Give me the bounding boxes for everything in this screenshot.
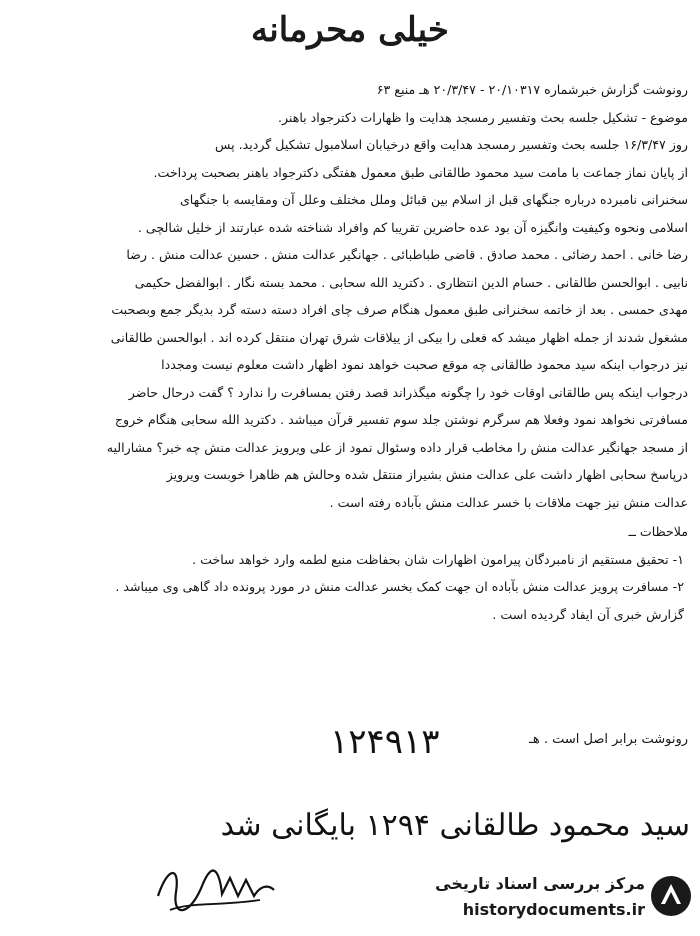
report-text-line: از پایان نماز جماعت با مامت سید محمود طالقانی طبق معمول هفتگی دکترجواد باهنر بصحبت پرداخت. — [153, 164, 688, 180]
note-item: ۱- تحقیق مستقیم از نامبردگان پیرامون اظهارات شان بحفاظت منبع لطمه وارد خواهد ساخت . — [192, 551, 684, 567]
report-text-line: مسافرتی نخواهد نمود وفعلا هم سرگرم نوشتن جلد سوم تفسیر قرآن میباشد . دکترید الله سحابی هنگام خروج — [114, 412, 688, 427]
report-text-line: سخنرانی نامبرده درباره جنگهای قبل از اسلام بین قبائل وملل مختلف وعلل آن ومقایسه با جنگهای — [179, 192, 688, 207]
classification-stamp: خیلی محرمانه — [251, 10, 449, 50]
report-reference-line: رونوشت گزارش خبرشماره ۲۰/۱۰۳۱۷ - ۲۰/۳/۴۷ هـ منبع ۶۳ — [376, 82, 688, 97]
report-text-line: عدالت منش نیز جهت ملاقات با خسر عدالت منش بآباده رفته است . — [329, 494, 688, 510]
report-text-line: رضا خانی . احمد رضائی . محمد صادق . قاضی طباطبائی . جهانگیر عدالت منش . حسین عدالت منش . رضا — [126, 247, 688, 262]
report-text-line: از مسجد جهانگیر عدالت منش را مخاطب قرار داده وسئوال نمود از علی ویرویز عدالت منش چه خبر؟ مشارالیه — [106, 439, 688, 455]
watermark-url: historydocuments.ir — [462, 900, 645, 919]
report-subject-line: موضوع - تشکیل جلسه بحث وتفسیر رمسجد هدایت وا ظهارات دکترجواد باهنر. — [277, 109, 688, 125]
report-text-line: مشغول شدند از جمله اظهار میشد که فعلی را بیکی از ییلاقات شرق تهران منتقل کرده اند . ابوالحسن طالقانی — [110, 329, 688, 345]
report-text-line: مهدی حمسی . بعد از خاتمه سخنرانی طبق معمول هنگام صرف چای افراد دسته دسته گرد بدیگر جمع وبصحبت — [111, 302, 688, 317]
note-item: گزارش خبری آن ایفاد گردیده است . — [492, 606, 684, 622]
archive-watermark — [435, 868, 695, 926]
handwritten-filing-note: سید محمود طالقانی ۱۲۹۴ بایگانی شد — [220, 808, 690, 843]
copy-certification: رونوشت برابر اصل است . هـ — [529, 732, 688, 747]
report-text-line: نابیی . ابوالحسن طالقانی . حسام الدین انتظاری . دکترید الله سحابی . محمد بسته نگار . ابوالفضل حکیمی — [134, 274, 688, 290]
watermark-title: مرکز بررسی اسناد تاریخی — [435, 874, 645, 893]
report-body — [12, 76, 688, 628]
report-text-line: اسلامی ونحوه وکیفیت وانگیزه آن بود عده حاضرین تقریبا کم وافراد شناخته شده عبارتند از خلیل شالچی . — [137, 219, 688, 235]
note-item: ۲- مسافرت پرویز عدالت منش بآباده ان جهت کمک بخسر عدالت منش در مورد پرونده داد گاهی وی میباشد . — [115, 579, 684, 594]
report-text-line: نیز درجواب اینکه سید محمود طالقانی چه موقع صحبت خواهد نمود اظهار داشت معلوم نیست ومجددا — [161, 357, 688, 372]
report-text-line: درجواب اینکه پس طالقانی اوقات خود را چگونه میگذراند قصد رفتن بمسافرت را ندارد ؟ گفت درحال حاضر — [128, 384, 688, 400]
notes-heading: ملاحظات ــ — [628, 524, 688, 539]
handwritten-file-number: ۱۲۴۹۱۳ — [330, 722, 440, 762]
report-text-line: روز ۱۶/۳/۴۷ جلسه بحث وتفسیر رمسجد هدایت واقع درخیابان اسلامبول تشکیل گردید. پس — [215, 137, 688, 152]
archive-logo-icon — [649, 874, 693, 918]
signature-icon — [150, 856, 280, 920]
report-text-line: درپاسخ سحابی اظهار داشت علی عدالت منش بشیراز منتقل شده وحالش هم ظاهرا خوبست ویرویز — [166, 467, 688, 482]
